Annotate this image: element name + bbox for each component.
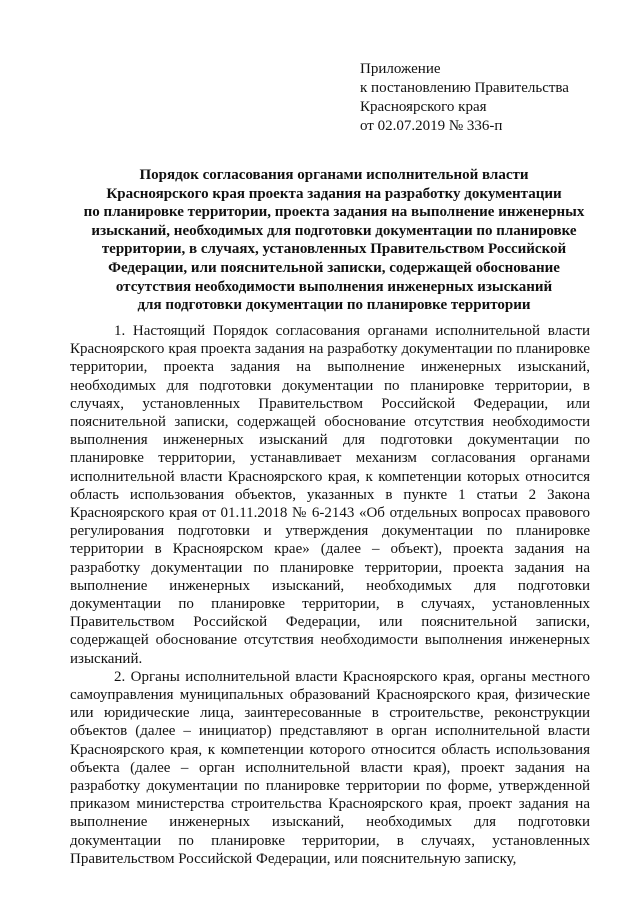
paragraph-1: 1. Настоящий Порядок согласования органами исполнительной власти Красноярского края проекта задания на разработку документации по планировке территории, проекта задания на выполнение инженерных изысканий, необходимых для подготовки документации по планировке территории, в случаях, установленных Правительством Российской Федерации, или пояснительной записки, содержащей обоснование отсутствия необходимости выполнения инженерных изысканий для подготовки документации по планировке территории, устанавливает механизм согласования органами исполнительной власти Красноярского края, к компетенции которых относится область использования объектов, указанных в пункте 1 статьи 2 Закона Красноярского края от 01.11.2018 № 6-2143 «Об отдельных вопросах правового регулирования подготовки и утверждения документации по планировке территории в Красноярском крае» (далее – объект), проекта задания на разработку документации по планировке территории, проекта задания на выполнение инженерных изысканий, необходимых для подготовки документации по планировке территории, в случаях, установленных Правительством Российской Федерации, или пояснительной записки, содержащей обоснование отсутствия необходимости выполнения инженерных изысканий. bbox=[70, 323, 590, 667]
title-line: по планировке территории, проекта задания на выполнение инженерных bbox=[83, 204, 585, 221]
title-line: отсутствия необходимости выполнения инженерных изысканий bbox=[115, 278, 553, 295]
title-line: территории, в случаях, установленных Правительством Российской bbox=[101, 241, 567, 258]
document-body bbox=[70, 322, 590, 868]
appendix-line-4: от 02.07.2019 № 336-п bbox=[360, 118, 503, 134]
title-line: для подготовки документации по планировке территории bbox=[137, 297, 531, 314]
title-line: Порядок согласования органами исполнительной власти bbox=[139, 167, 529, 183]
title-line: Федерации, или пояснительной записки, содержащей обоснование bbox=[108, 259, 560, 276]
appendix-line-2: к постановлению Правительства bbox=[360, 80, 569, 96]
appendix-line-3: Красноярского края bbox=[360, 99, 487, 115]
appendix-line-1: Приложение bbox=[360, 61, 441, 77]
title-line: Красноярского края проекта задания на разработку документации bbox=[106, 185, 562, 202]
document-title bbox=[60, 166, 608, 315]
paragraph-2: 2. Органы исполнительной власти Красноярского края, органы местного самоуправления муниципальных образований Красноярского края, физические или юридические лица, заинтересованные в строительстве, реконструкции объектов (далее – инициатор) представляют в орган исполнительной власти Красноярского края, к компетенции которого относится область использования объекта (далее – орган исполнительной власти края), проект задания на разработку документации по планировке территории по форме, утвержденной приказом министерства строительства Красноярского края, проект задания на выполнение инженерных изысканий, необходимых для подготовки документации по планировке территории, в случаях, установленных Правительством Российской Федерации, или пояснительную записку, bbox=[70, 668, 590, 867]
appendix-header bbox=[360, 60, 569, 136]
title-line: изысканий, необходимых для подготовки документации по планировке bbox=[91, 222, 577, 239]
